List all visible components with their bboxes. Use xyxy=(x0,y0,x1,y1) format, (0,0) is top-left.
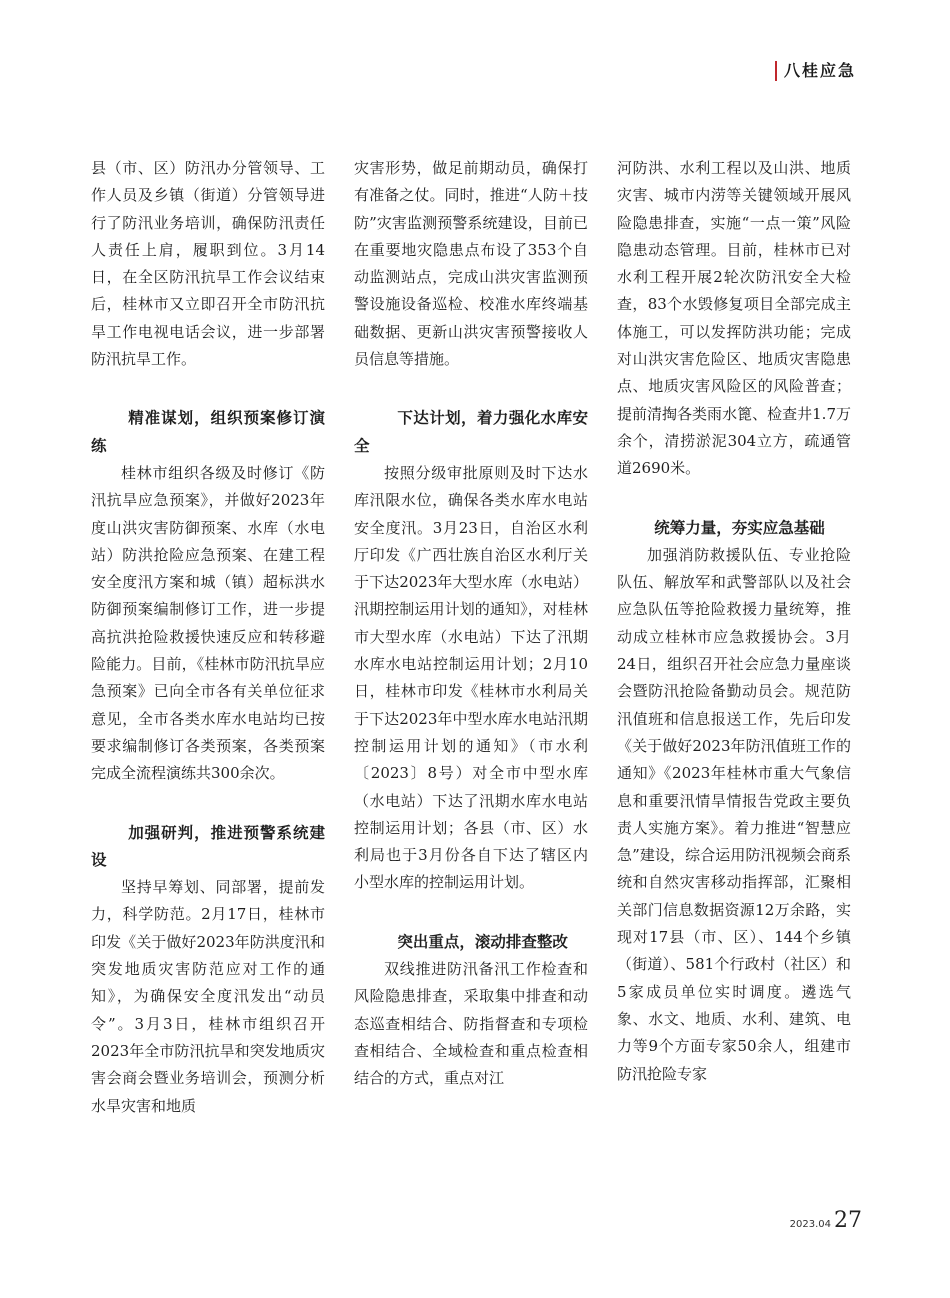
text-column-1 xyxy=(91,155,325,1120)
paragraph: 桂林市组织各级及时修订《防汛抗旱应急预案》，并做好2023年度山洪灾害防御预案、水库（水电站）防洪抢险应急预案、在建工程安全度汛方案和城（镇）超标洪水防御预案编制修订工作，进一步提高抗洪抢险救援快速反应和转移避险能力。目前，《桂林市防汛抗旱应急预案》已向全市各有关单位征求意见，全市各类水库水电站均已按要求编制修订各类预案，各类预案完成全流程演练共300余次。 xyxy=(91,463,325,783)
section-heading: 下达计划，着力强化水库安全 xyxy=(354,409,588,455)
text-column-2 xyxy=(354,155,588,1093)
section-marker-bar xyxy=(775,61,777,81)
paragraph: 河防洪、水利工程以及山洪、地质灾害、城市内涝等关键领域开展风险隐患排查，实施“一点一策”风险隐患动态管理。目前，桂林市已对水利工程开展2轮次防汛安全大检查，83个水毁修复项目全部完成主体施工，可以发挥防洪功能；完成对山洪灾害危险区、地质灾害隐患点、地质灾害风险区的风险普查；提前清掏各类雨水篦、检查井1.7万余个，清捞淤泥304立方，疏通管道2690米。 xyxy=(617,159,851,478)
section-heading: 精准谋划，组织预案修订演练 xyxy=(91,409,325,455)
section-heading: 突出重点，滚动排查整改 xyxy=(397,932,568,951)
section-heading: 统筹力量，夯实应急基础 xyxy=(654,518,825,537)
page-footer xyxy=(790,1208,862,1233)
issue-date: 2023.04 xyxy=(789,1219,831,1230)
section-heading: 加强研判，推进预警系统建设 xyxy=(91,823,325,869)
paragraph: 按照分级审批原则及时下达水库汛限水位，确保各类水库水电站安全度汛。3月23日，自治区水利厅印发《广西壮族自治区水利厅关于下达2023年大型水库（水电站）汛期控制运用计划的通知》，对桂林市大型水库（水电站）下达了汛期水库水电站控制运用计划；2月10日，桂林市印发《桂林市水利局关于下达2023年中型水库水电站汛期控制运用计划的通知》（市水利〔2023〕8号）对全市中型水库（水电站）下达了汛期水库水电站控制运用计划；各县（市、区）水利局也于3月份各自下达了辖区内小型水库的控制运用计划。 xyxy=(354,463,588,892)
section-label: 八桂应急 xyxy=(784,61,857,80)
paragraph: 灾害形势，做足前期动员，确保打有准备之仗。同时，推进“人防＋技防”灾害监测预警系统建设，目前已在重要地灾隐患点布设了353个自动监测站点，完成山洪灾害监测预警设施设备巡检、校准水库终端基础数据、更新山洪灾害预警接收人员信息等措施。 xyxy=(354,159,588,369)
paragraph: 县（市、区）防汛办分管领导、工作人员及乡镇（街道）分管领导进行了防汛业务培训，确保防汛责任人责任上肩，履职到位。3月14日，在全区防汛抗旱工作会议结束后，桂林市又立即召开全市防汛抗旱工作电视电话会议，进一步部署防汛抗旱工作。 xyxy=(91,159,325,369)
page-number: 27 xyxy=(834,1208,862,1233)
text-column-3 xyxy=(617,155,851,1088)
paragraph: 双线推进防汛备汛工作检查和风险隐患排查，采取集中排查和动态巡查相结合、防指督查和专项检查相结合、全域检查和重点检查相结合的方式，重点对江 xyxy=(354,960,588,1088)
paragraph: 坚持早筹划、同部署，提前发力，科学防范。2月17日，桂林市印发《关于做好2023年防洪度汛和突发地质灾害防范应对工作的通知》，为确保安全度汛发出“动员令”。3月3日，桂林市组织召开2023年全市防汛抗旱和突发地质灾害会商会暨业务培训会，预测分析水旱灾害和地质 xyxy=(91,878,325,1115)
paragraph: 加强消防救援队伍、专业抢险队伍、解放军和武警部队以及社会应急队伍等抢险救援力量统筹，推动成立桂林市应急救援协会。3月24日，组织召开社会应急力量座谈会暨防汛抢险备勤动员会。规范防汛值班和信息报送工作，先后印发《关于做好2023年防汛值班工作的通知》《2023年桂林市重大气象信息和重要汛情旱情报告党政主要负责人实施方案》。着力推进“智慧应急”建设，综合运用防汛视频会商系统和自然灾害移动指挥部，汇聚相关部门信息数据资源12万余路，实现对17县（市、区）、144个乡镇（街道）、581个行政村（社区）和5家成员单位实时调度。遴选气象、水文、地质、水利、建筑、电力等9个方面专家50余人，组建市防汛抢险专家 xyxy=(617,545,851,1083)
